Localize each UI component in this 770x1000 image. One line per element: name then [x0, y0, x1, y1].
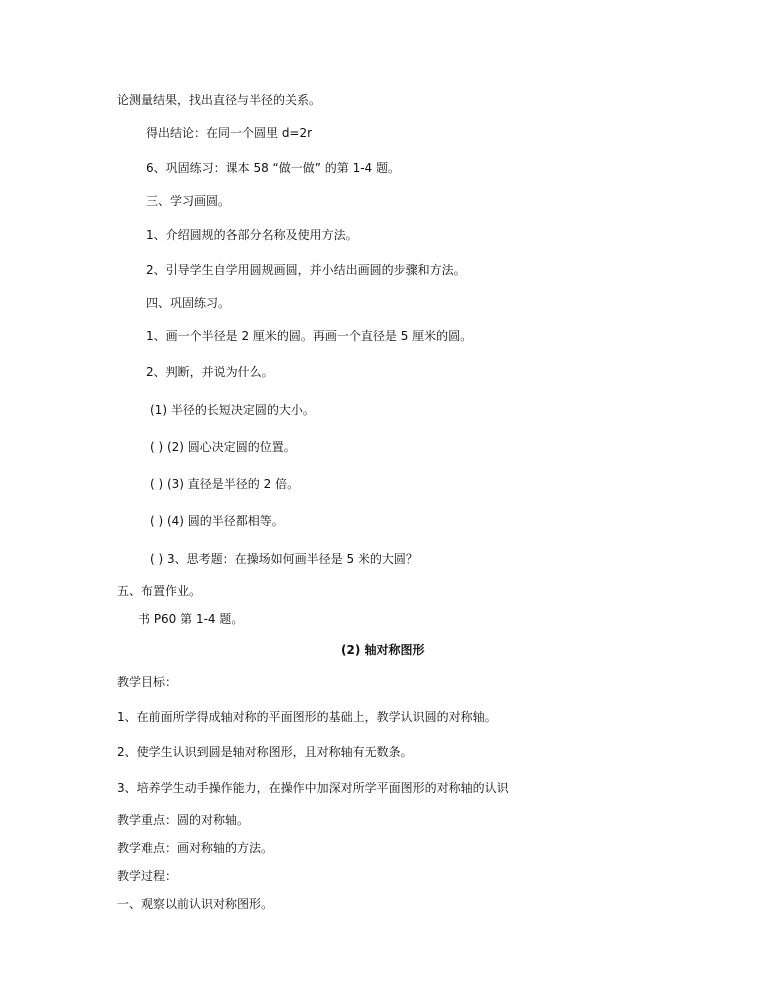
text-line: 得出结论：在同一个圆里 d=2r	[146, 126, 313, 140]
text-line: ( ) (2) 圆心决定圆的位置。	[150, 440, 296, 454]
text-line: 1、画一个半径是 2 厘米的圆。再画一个直径是 5 厘米的圆。	[146, 329, 473, 343]
section-heading: 五、布置作业。	[117, 584, 202, 598]
text-line: 书 P60 第 1-4 题。	[138, 612, 244, 626]
text-line: 6、巩固练习：课本 58 “做一做” 的第 1-4 题。	[146, 161, 401, 175]
section-heading: 三、学习画圆。	[146, 194, 231, 208]
text-line: 教学过程：	[117, 869, 178, 883]
text-line: 论测量结果，找出直径与半径的关系。	[117, 93, 322, 107]
text-line: ( ) (3) 直径是半径的 2 倍。	[150, 477, 300, 491]
text-line: 1、介绍圆规的各部分名称及使用方法。	[146, 228, 358, 242]
text-line: ( ) (4) 圆的半径都相等。	[150, 514, 284, 528]
subsection-title: (2) 轴对称图形	[341, 643, 425, 657]
text-line: 3、培养学生动手操作能力，在操作中加深对所学平面图形的对称轴的认识	[117, 781, 509, 795]
text-line: (1) 半径的长短决定圆的大小。	[150, 403, 315, 417]
text-line: 教学目标：	[117, 675, 178, 689]
text-line: 2、使学生认识到圆是轴对称图形，且对称轴有无数条。	[117, 745, 413, 759]
text-line: 2、判断，并说为什么。	[146, 365, 274, 379]
text-line: 教学难点：画对称轴的方法。	[117, 841, 274, 855]
text-line: 1、在前面所学得成轴对称的平面图形的基础上，教学认识圆的对称轴。	[117, 710, 497, 724]
text-line: 2、引导学生自学用圆规画圆，并小结出画圆的步骤和方法。	[146, 263, 466, 277]
text-line: ( ) 3、思考题：在操场如何画半径是 5 米的大圆？	[150, 552, 418, 566]
section-heading: 一、观察以前认识对称图形。	[117, 897, 274, 911]
text-line: 教学重点：圆的对称轴。	[117, 813, 250, 827]
section-heading: 四、巩固练习。	[146, 296, 231, 310]
